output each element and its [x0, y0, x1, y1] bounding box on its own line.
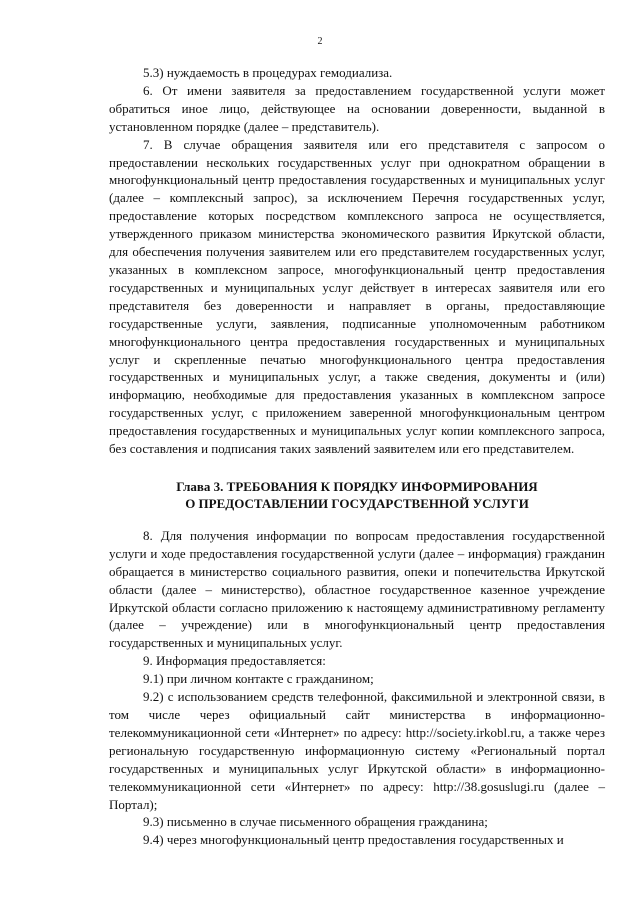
paragraph-9-3: 9.3) письменно в случае письменного обращения гражданина; [143, 814, 488, 830]
chapter-heading-line-2: О ПРЕДОСТАВЛЕНИИ ГОСУДАРСТВЕННОЙ УСЛУГИ [185, 495, 529, 511]
document-body [109, 64, 605, 849]
paragraph-7: 7. В случае обращения заявителя или его представителя с запросом о предоставлении нескольких государственных услуг при однократном обращении в многофункциональный центр предоставления государственных и муниципальных услуг (далее – комплексный запрос), за исключением Перечня государственных услуг, предоставление которых посредством комплексного запроса не осуществляется, утвержденного приказом министерства экономического развития Иркутской области, для обеспечения получения заявителем или его представителем государственных услуг, указанных в комплексном запросе, многофункциональный центр предоставления государственных и муниципальных услуг действует в интересах заявителя или его представителя без доверенности и направляет в органы, предоставляющие государственные услуги, заявления, подписанные уполномоченным работником многофункционального центра предоставления государственных и муниципальных услуг и скрепленные печатью многофункционального центра предоставления государственных и муниципальных услуг, а также сведения, документы и (или) информацию, необходимые для предоставления указанных в комплексном запросе государственных услуг, с приложением заверенной многофункциональным центром предоставления государственных и муниципальных услуг копии комплексного запроса, без составления и подписания таких заявлений заявителем или его представителем. [109, 136, 605, 457]
paragraph-6: 6. От имени заявителя за предоставлением государственной услуги может обратиться иное лицо, действующее на основании доверенности, выданной в установленном порядке (далее – представитель). [109, 82, 605, 134]
paragraph-9-4: 9.4) через многофункциональный центр предоставления государственных и [143, 832, 564, 848]
paragraph-9-1: 9.1) при личном контакте с гражданином; [143, 671, 374, 687]
paragraph-5-3: 5.3) нуждаемость в процедурах гемодиализа. [143, 65, 393, 80]
paragraph-8: 8. Для получения информации по вопросам предоставления государственной услуги и ходе предоставления государственной услуги (далее – информация) гражданин обращается в министерство социального развития, опеки и попечительства Иркутской области (далее – министерство), областное государственное казенное учреждение Иркутской области согласно приложению к настоящему административному регламенту (далее – учреждение) или в многофункциональный центр предоставления государственных и муниципальных услуг. [109, 527, 605, 651]
chapter-heading [109, 478, 605, 512]
page-number: 2 [317, 36, 323, 47]
paragraph-9-2: 9.2) с использованием средств телефонной, факсимильной и электронной связи, в том числе через официальный сайт министерства в информационно-телекоммуникационной сети «Интернет» по адресу: http://society.irkobl.ru, а также через региональную государственную информационную систему «Региональный портал государственных и муниципальных услуг Иркутской области» в информационно-телекоммуникационной сети «Интернет» по адресу: http://38.gosuslugi.ru (далее – Портал); [109, 689, 605, 812]
paragraph-9: 9. Информация предоставляется: [143, 653, 326, 669]
chapter-heading-line-1: Глава 3. ТРЕБОВАНИЯ К ПОРЯДКУ ИНФОРМИРОВАНИЯ [176, 478, 538, 494]
